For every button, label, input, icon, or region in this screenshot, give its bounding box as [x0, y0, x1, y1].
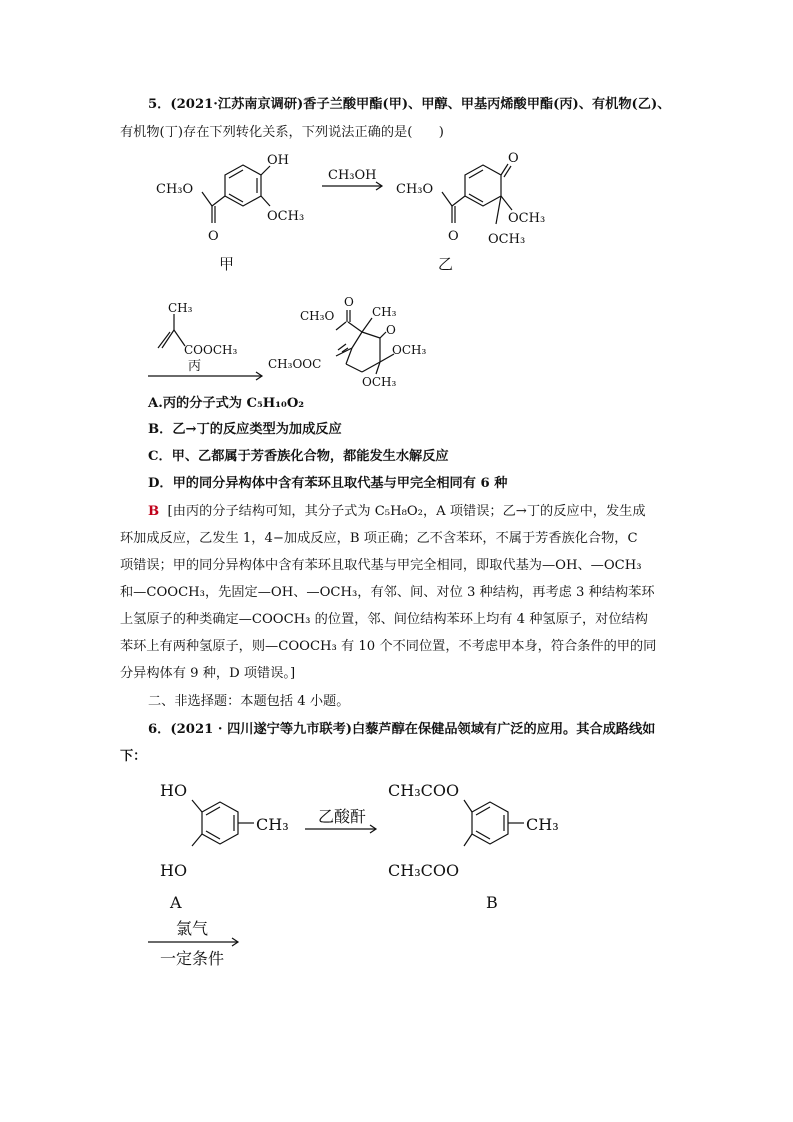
a-ch3-label: CH₃ — [256, 815, 289, 834]
b-name: B — [486, 893, 498, 912]
q5-explain-line6: 苯环上有两种氢原子，则—COOCH₃ 有 10 个不同位置，不考虑甲本身，符合条件的甲的同 — [120, 639, 657, 654]
jia-och3-label: OCH₃ — [267, 209, 305, 224]
q5-explain-line3: 项错误；甲的同分异构体中含有苯环且取代基与甲完全相同，即取代基为—OH、—OCH₃ — [120, 558, 642, 573]
ding-o2-label: O — [386, 323, 396, 337]
a-name: A — [170, 893, 182, 912]
bing-ch3-label: CH₃ — [168, 301, 193, 315]
b-ch3-label: CH₃ — [526, 815, 559, 834]
q5-explain-line5: 上氢原子的种类确定—COOCH₃ 的位置，邻、间位结构苯环上均有 4 种氢原子，对位结构 — [120, 612, 648, 627]
q5-explain-text1: [由丙的分子结构可知，其分子式为 C₅H₈O₂，A 项错误；乙→丁的反应中，发生成 — [167, 504, 646, 519]
methanol-reagent: CH₃OH — [328, 168, 377, 183]
q5-option-a: A.丙的分子式为 C₅H₁₀O₂ — [148, 396, 305, 411]
q5-explain-line2: 环加成反应，乙发生 1，4−加成反应，B 项正确；乙不含苯环，不属于芳香族化合物，C — [120, 531, 638, 546]
q5-stem-line1: 5．(2021·江苏南京调研)香子兰酸甲酯(甲)、甲醇、甲基丙烯酸甲酯(丙)、有机物(乙)、 — [148, 97, 671, 112]
yi-ch3o-label: CH₃O — [396, 182, 434, 197]
b-coo1-label: CH₃COO — [388, 781, 460, 800]
a-benzene-ring — [202, 802, 238, 844]
reagent-condition: 一定条件 — [160, 949, 225, 968]
q5-scheme-jia-yi — [140, 148, 580, 278]
ding-och3b-label: OCH₃ — [362, 375, 397, 389]
q5-option-d: D．甲的同分异构体中含有苯环且取代基与甲完全相同有 6 种 — [148, 476, 508, 491]
ding-o1-label: O — [344, 295, 354, 309]
q6-scheme — [140, 772, 610, 972]
q5-option-c: C．甲、乙都属于芳香族化合物，都能发生水解反应 — [148, 449, 449, 464]
q6-stem-line2: 下： — [120, 749, 147, 764]
a-ho2-label: HO — [160, 861, 188, 880]
b-benzene-ring — [472, 802, 508, 844]
ding-ch3ooc-label: CH₃OOC — [268, 357, 322, 371]
jia-o-label: O — [208, 229, 219, 244]
bing-name: 丙 — [188, 359, 202, 374]
b-coo2-label: CH₃COO — [388, 861, 460, 880]
ding-ch3-label: CH₃ — [372, 305, 397, 319]
yi-o-label: O — [448, 229, 459, 244]
q5-explain-line4: 和—COOCH₃，先固定—OH、—OCH₃，有邻、间、对位 3 种结构，再考虑 3 种结构苯环 — [120, 585, 655, 600]
jia-oh-label: OH — [267, 153, 289, 168]
reagent-acetic-anhydride: 乙酸酐 — [318, 807, 367, 826]
q5-scheme-bing-ding — [140, 292, 440, 392]
q6-stem-line1: 6．(2021 · 四川遂宁等九市联考)白藜芦醇在保健品领域有广泛的应用。其合成路线如 — [148, 722, 656, 737]
bing-cooch3-label: COOCH₃ — [184, 343, 238, 357]
jia-benzene-ring — [225, 165, 261, 206]
jia-ch3o-label: CH₃O — [156, 182, 194, 197]
q5-explain-line7: 分异构体有 9 种，D 项错误。] — [120, 666, 296, 681]
yi-och3-b-label: OCH₃ — [488, 232, 526, 247]
q5-answer-letter: B — [148, 504, 160, 519]
yi-name: 乙 — [438, 255, 454, 273]
q5-option-b: B．乙→丁的反应类型为加成反应 — [148, 422, 342, 437]
a-ho1-label: HO — [160, 781, 188, 800]
jia-name: 甲 — [219, 255, 235, 273]
q5-stem-line2: 有机物(丁)存在下列转化关系，下列说法正确的是( ) — [120, 125, 444, 140]
yi-o-keto-label: O — [508, 151, 519, 166]
yi-och3-a-label: OCH₃ — [508, 211, 546, 226]
section-heading: 二、非选择题：本题包括 4 小题。 — [148, 694, 350, 709]
ding-ch3o-label: CH₃O — [300, 309, 335, 323]
reagent-chlorine: 氯气 — [176, 919, 209, 938]
ding-och3a-label: OCH₃ — [392, 343, 427, 357]
q5-explain-line1 — [148, 503, 646, 521]
